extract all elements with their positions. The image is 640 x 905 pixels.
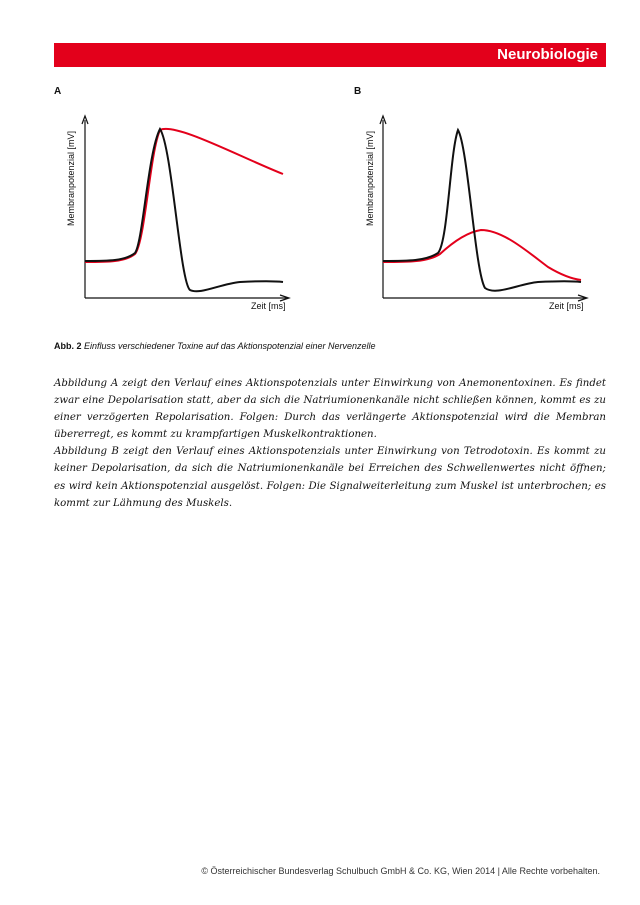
panel-a-chart <box>80 112 295 304</box>
panel-a-xlabel: Zeit [ms] <box>251 301 286 311</box>
panel-b-normal-curve <box>383 130 581 291</box>
panel-b-toxin-curve <box>383 230 581 280</box>
panel-b-ylabel: Membranpotenzial [mV] <box>365 130 375 226</box>
figure-caption <box>54 341 376 351</box>
panel-a-normal-curve <box>85 129 283 291</box>
panel-a-ylabel: Membranpotenzial [mV] <box>66 130 76 226</box>
paragraph-a: Abbildung A zeigt den Verlauf eines Aktionspotenzials unter Einwirkung von Anemonentoxinen. Es findet zwar eine Depolarisation statt, aber da sich die Natriumionenkanäle nicht schließen können, kommt es zu einer verzögerten Repolarisation. Folgen: Durch das verlängerte Aktionspotenzial wird die Membran übererregt, es kommt zu krampfartigen Muskelkontraktionen. <box>54 378 606 441</box>
panel-a-letter: A <box>54 86 62 97</box>
panel-a-toxin-curve <box>85 129 283 262</box>
footer: © Österreichischer Bundesverlag Schulbuch GmbH & Co. KG, Wien 2014 | Alle Rechte vorbehalten. <box>201 866 600 876</box>
caption-label: Abb. 2 <box>54 341 82 351</box>
header-bar <box>54 43 606 67</box>
panel-b-letter: B <box>354 86 362 97</box>
body-text <box>54 375 606 512</box>
header-title: Neurobiologie <box>497 46 598 63</box>
panel-b-chart <box>378 112 593 304</box>
caption-text: Einfluss verschiedener Toxine auf das Aktionspotenzial einer Nervenzelle <box>84 341 376 351</box>
paragraph-b: Abbildung B zeigt den Verlauf eines Aktionspotenzials unter Einwirkung von Tetrodotoxin. Es kommt zu keiner Depolarisation, da sich die Natriumionenkanäle bei Erreichen des Schwellenwertes nicht öffnen; es wird kein Aktionspotenzial ausgelöst. Folgen: Die Signalweiterleitung zum Muskel ist unterbrochen; es kommt zur Lähmung des Muskels. <box>54 446 606 509</box>
panel-b-xlabel: Zeit [ms] <box>549 301 584 311</box>
